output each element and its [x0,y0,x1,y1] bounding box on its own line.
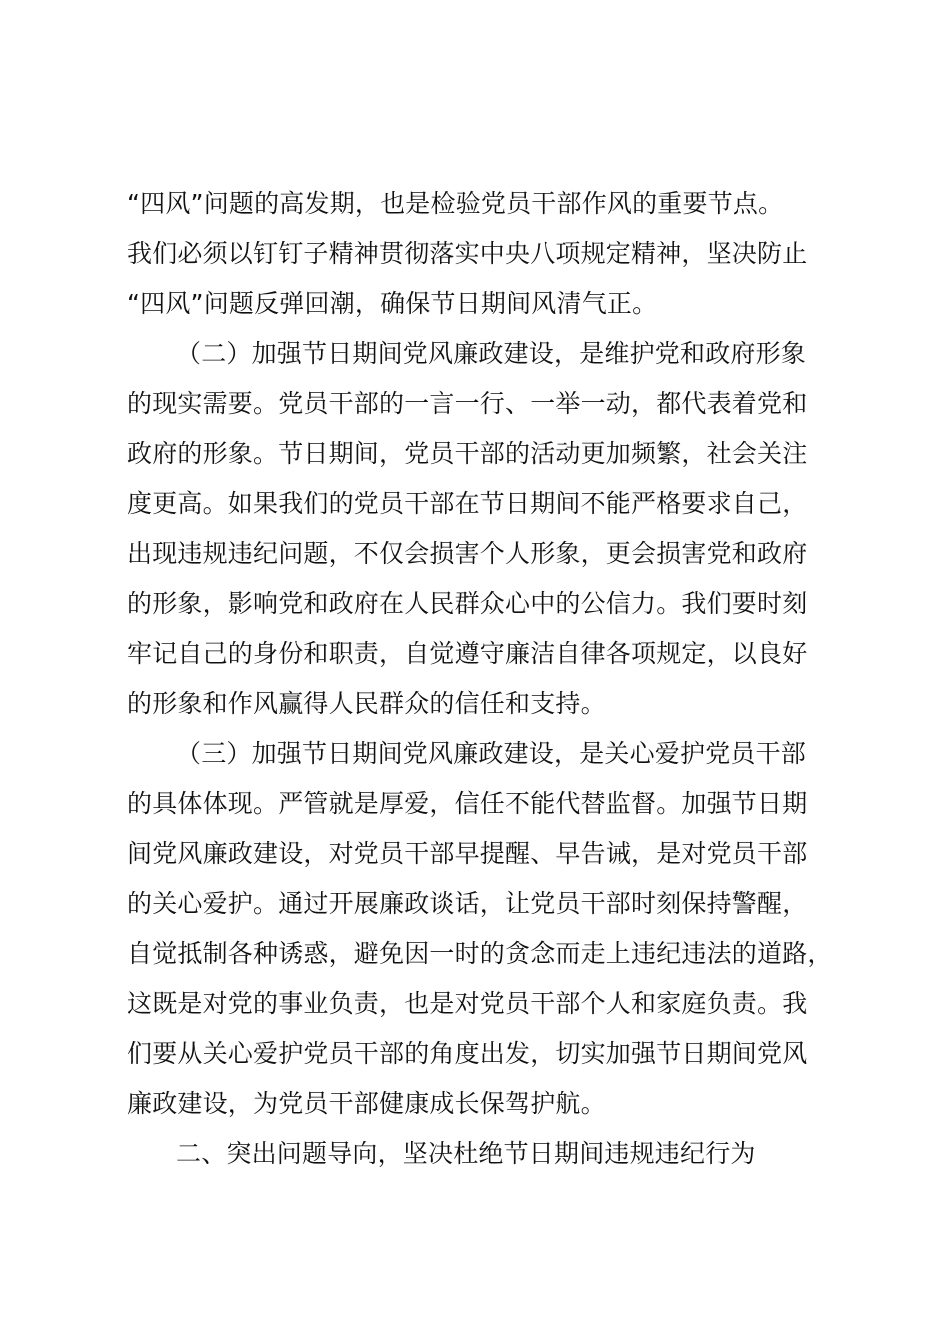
text-line: 的关心爱护。通过开展廉政谈话，让党员干部时刻保持警醒， [127,889,808,918]
text-line: 我们必须以钉钉子精神贯彻落实中央八项规定精神，坚决防止 [127,239,808,268]
text-line: 廉政建设，为党员干部健康成长保驾护航。 [127,1089,606,1118]
section-heading: 二、突出问题导向，坚决杜绝节日期间违规违纪行为 [176,1139,756,1168]
paragraph-start-line: （三）加强节日期间党风廉政建设，是关心爱护党员干部 [176,739,807,768]
text-line: 牢记自己的身份和职责，自觉遵守廉洁自律各项规定，以良好 [127,639,808,668]
text-line: 度更高。如果我们的党员干部在节日期间不能严格要求自己， [127,489,808,518]
text-line: 间党风廉政建设，对党员干部早提醒、早告诫，是对党员干部 [127,839,808,868]
text-line: “四风”问题的高发期，也是检验党员干部作风的重要节点。 [127,189,784,218]
text-line: 的形象和作风赢得人民群众的信任和支持。 [127,689,606,718]
text-line: 的具体体现。严管就是厚爱，信任不能代替监督。加强节日期 [127,789,808,818]
text-line: 出现违规违纪问题，不仅会损害个人形象，更会损害党和政府 [127,539,808,568]
text-line: 的现实需要。党员干部的一言一行、一举一动，都代表着党和 [127,389,808,418]
text-line: 的形象，影响党和政府在人民群众心中的公信力。我们要时刻 [127,589,808,618]
text-line: 自觉抵制各种诱惑，避免因一时的贪念而走上违纪违法的道路， [127,939,833,968]
text-line: 政府的形象。节日期间，党员干部的活动更加频繁，社会关注 [127,439,808,468]
text-line: 们要从关心爱护党员干部的角度出发，切实加强节日期间党风 [127,1039,808,1068]
text-line: 这既是对党的事业负责，也是对党员干部个人和家庭负责。我 [127,989,808,1018]
paragraph-start-line: （二）加强节日期间党风廉政建设，是维护党和政府形象 [176,339,807,368]
text-line: “四风”问题反弹回潮，确保节日期间风清气正。 [127,289,658,318]
